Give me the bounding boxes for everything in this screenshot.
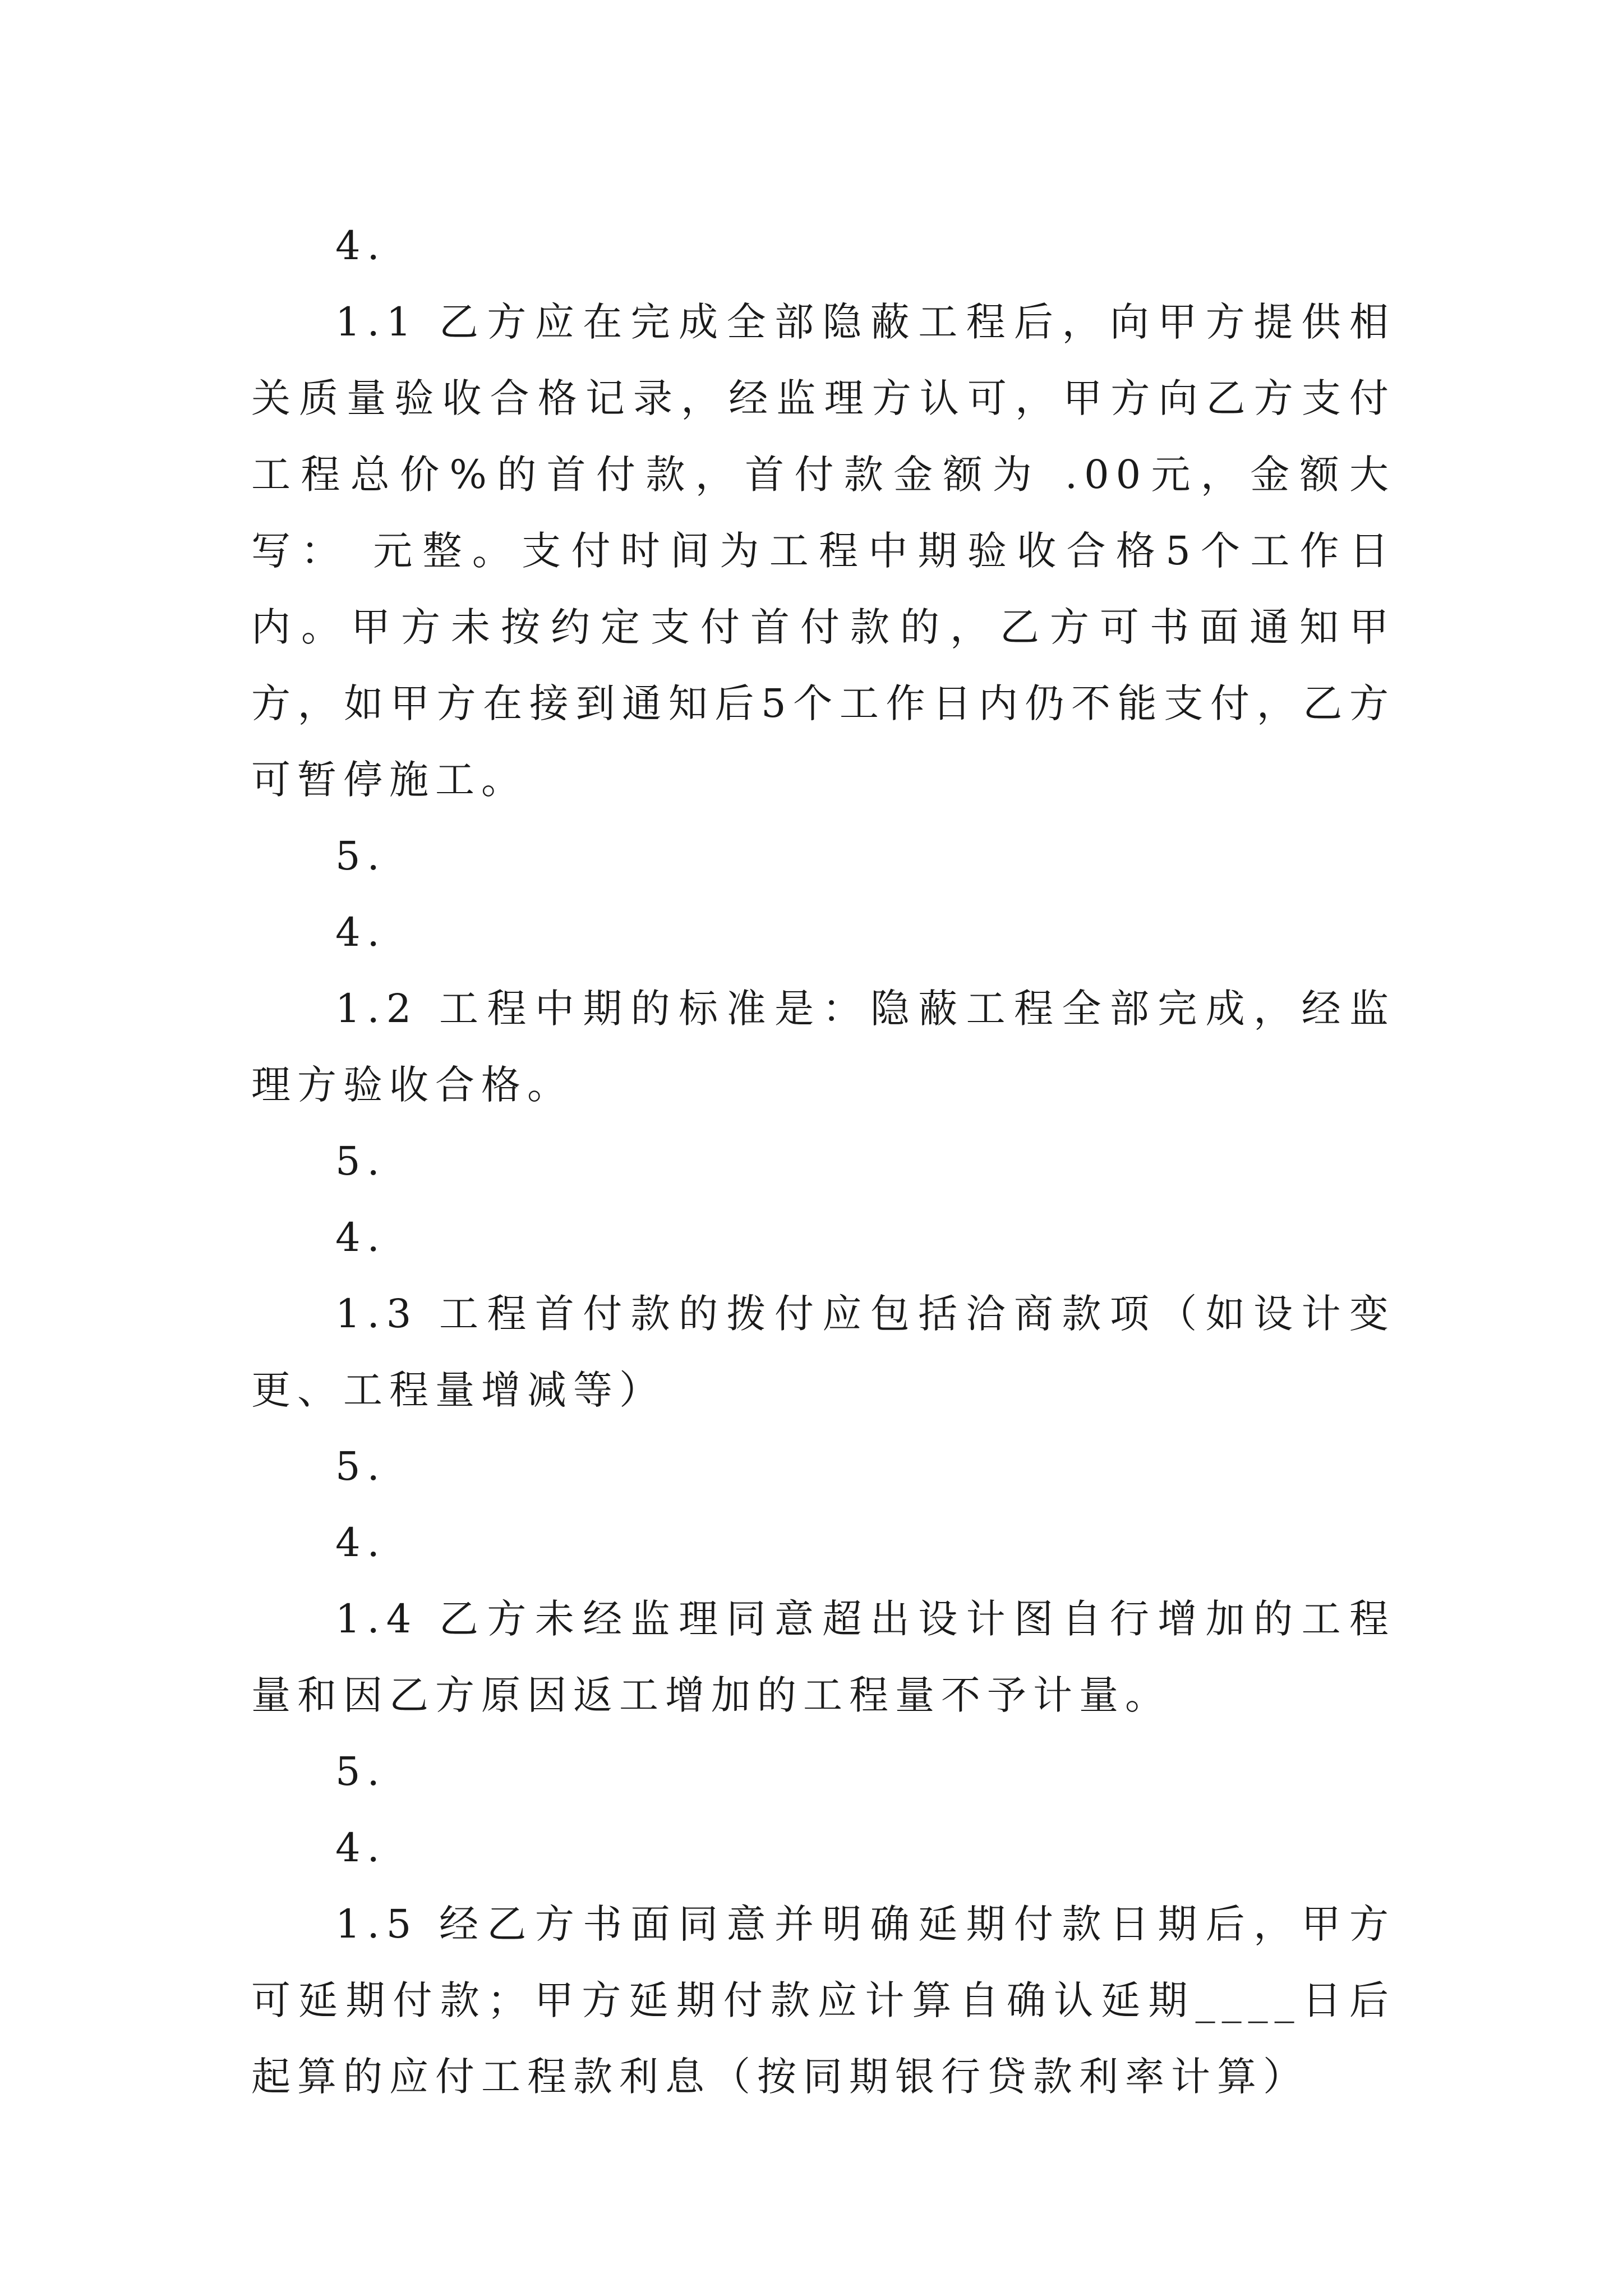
paragraph-1: 4. (335, 223, 386, 269)
paragraph-3: 5. (335, 833, 386, 879)
paragraph-2: 1.1 乙方应在完成全部隐蔽工程后，向甲方提供相关质量验收合格记录，经监理方认可，甲方向乙方支付工程总价%的首付款，首付款金额为 .00元，金额大写： 元整。支付时间为工程中期验收合格5个工作日内。甲方未按约定支付首付款的，乙方可书面通知甲方，如甲方在接到通知后5个工作日内仍不能支付，乙方可暂停施工。 (251, 299, 1395, 803)
paragraph-10: 4. (335, 1520, 386, 1566)
paragraph-13: 4. (335, 1825, 386, 1871)
paragraph-4: 4. (335, 909, 386, 955)
paragraph-12: 5. (335, 1749, 386, 1795)
document-body (251, 208, 1395, 2115)
paragraph-11: 1.4 乙方未经监理同意超出设计图自行增加的工程量和因乙方原因返工增加的工程量不予计量。 (251, 1596, 1395, 1718)
paragraph-8: 1.3 工程首付款的拨付应包括洽商款项（如设计变更、工程量增减等） (251, 1291, 1395, 1413)
paragraph-5: 1.2 工程中期的标准是：隐蔽工程全部完成，经监理方验收合格。 (251, 986, 1395, 1108)
paragraph-9: 5. (335, 1443, 386, 1489)
paragraph-6: 5. (335, 1138, 386, 1184)
paragraph-7: 4. (335, 1214, 386, 1260)
paragraph-14: 1.5 经乙方书面同意并明确延期付款日期后，甲方可延期付款；甲方延期付款应计算自确认延期____日后起算的应付工程款利息（按同期银行贷款利率计算） (251, 1901, 1395, 2100)
